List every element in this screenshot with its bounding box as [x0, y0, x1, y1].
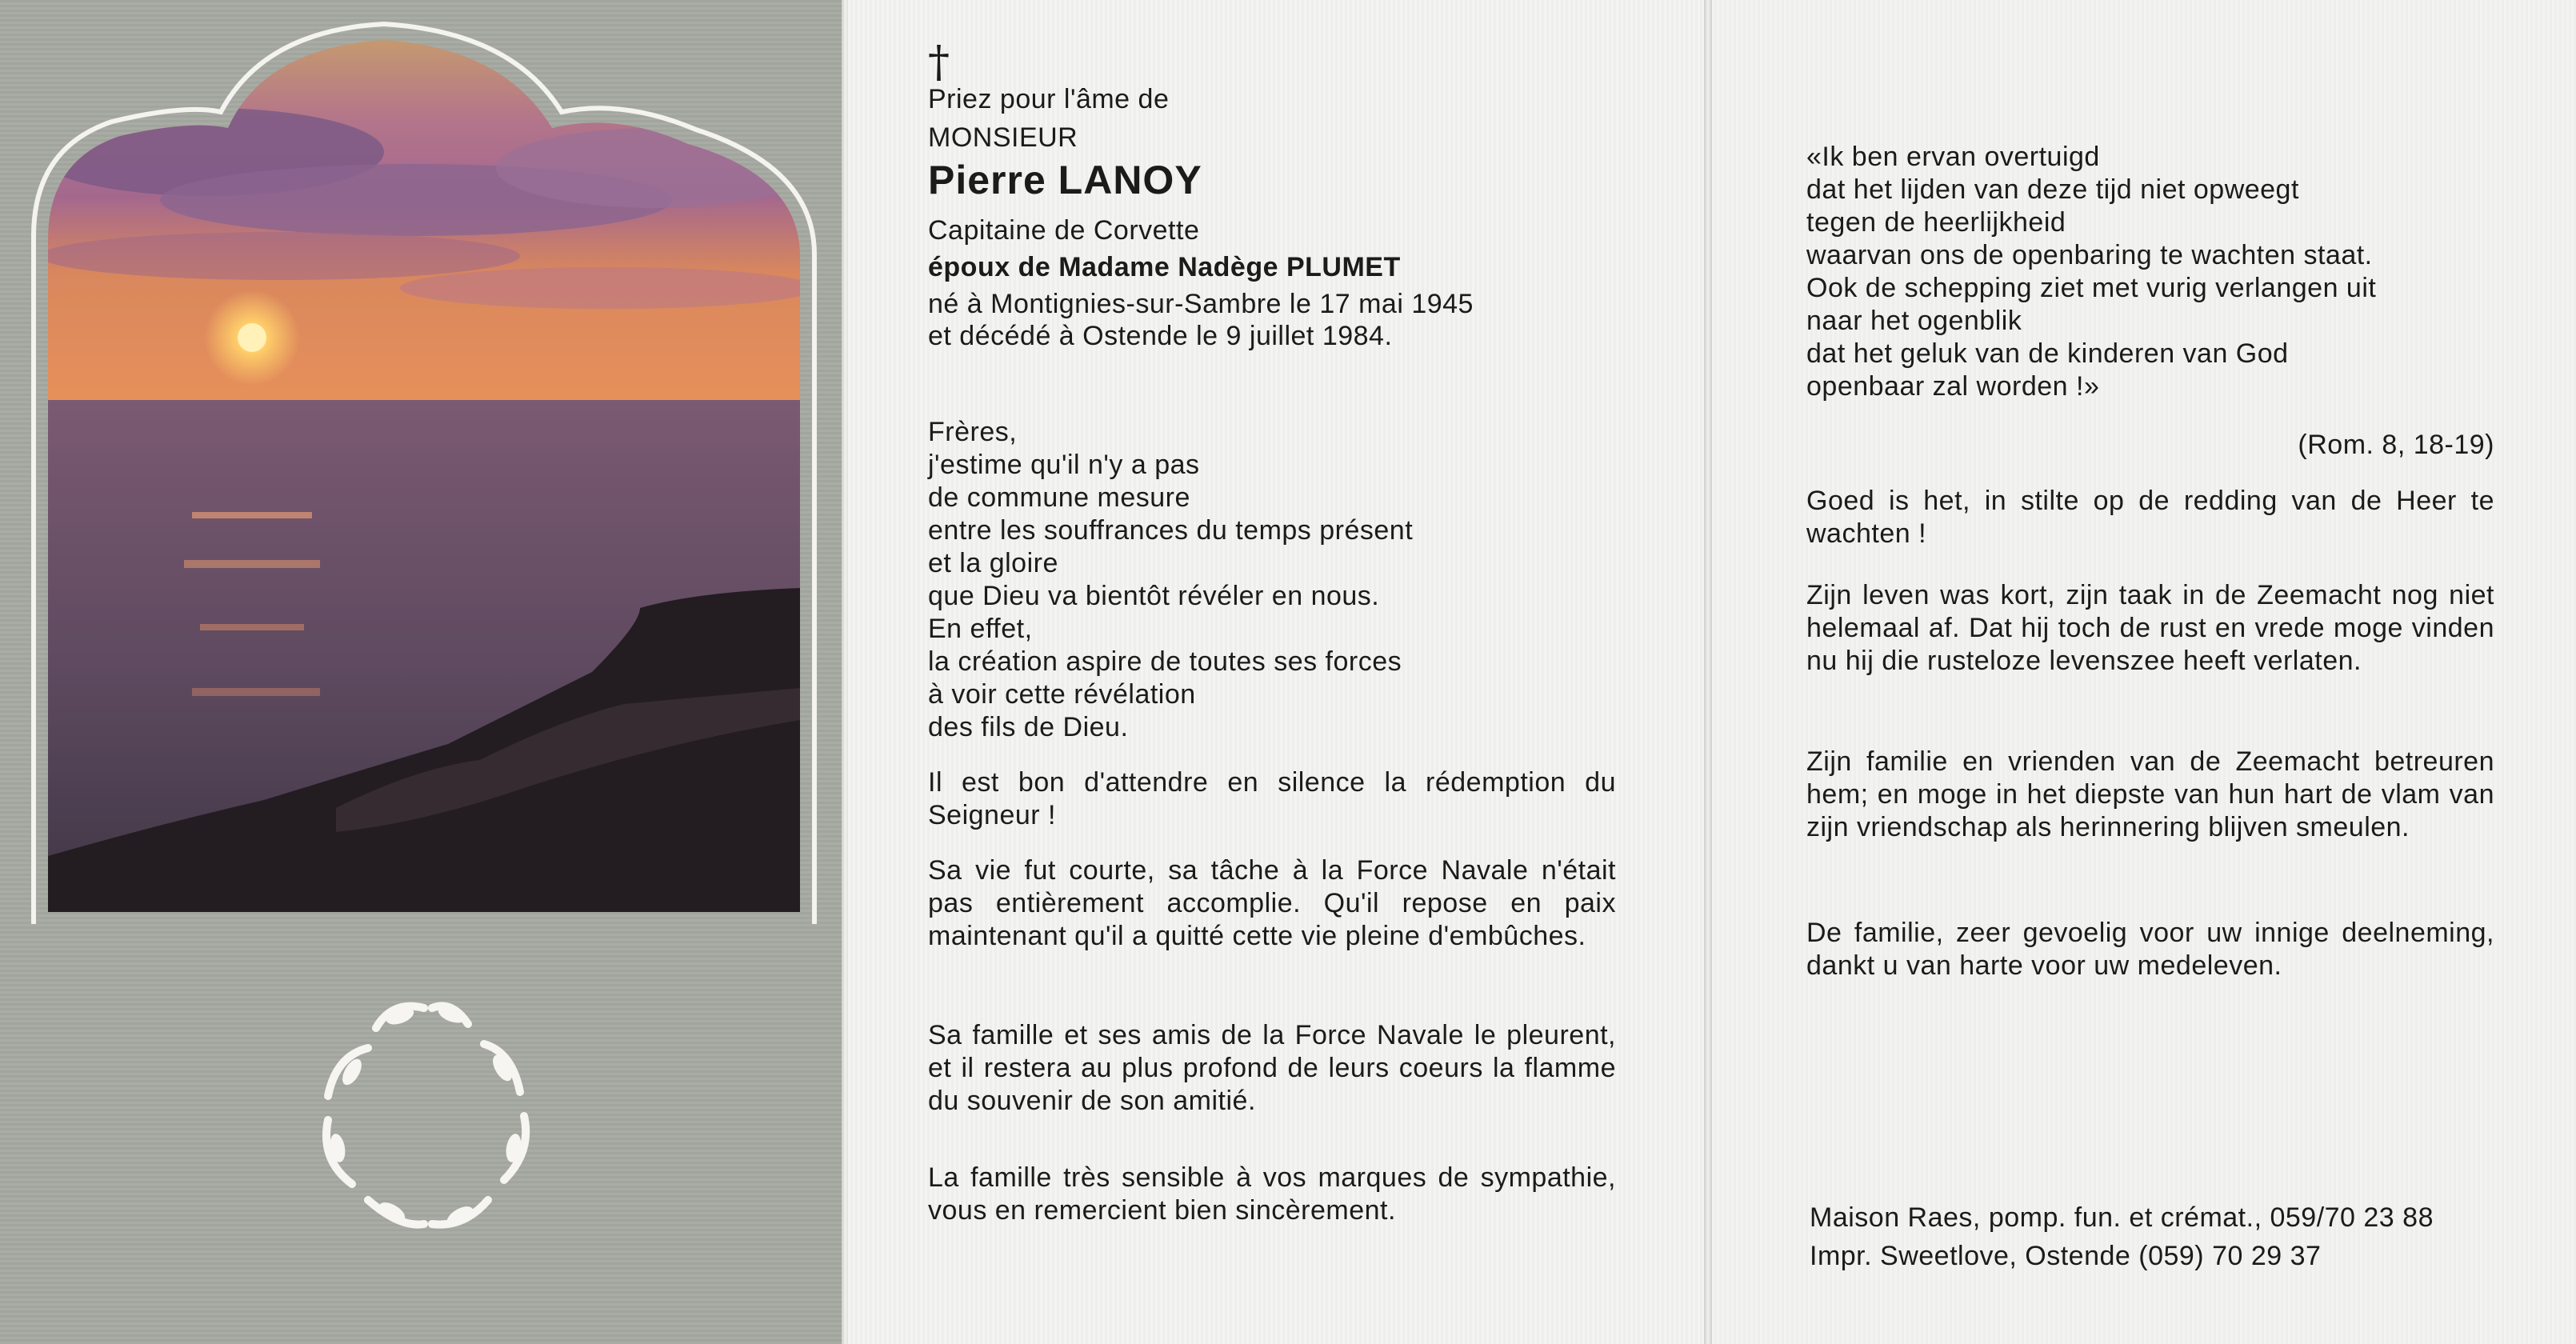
- verse-line: «Ik ben ervan overtuigd: [1806, 142, 2100, 172]
- prayer-heading: Priez pour l'âme de: [928, 84, 1170, 114]
- deceased-name: Pierre LANOY: [928, 158, 1202, 202]
- french-paragraph: La famille très sensible à vos marques de sympathie, vous en remercient bien sincèrement.: [928, 1162, 1616, 1226]
- cross-symbol: †: [928, 37, 950, 87]
- funeral-home-credit: Maison Raes, pomp. fun. et crémat., 059/70 23 88: [1810, 1202, 2434, 1233]
- card-fold: [1704, 0, 1712, 1344]
- verse-line: dat het lijden van deze tijd niet opweegt: [1806, 174, 2299, 205]
- french-verse: [928, 416, 1413, 744]
- dutch-paragraph: Zijn familie en vrienden van de Zeemacht betreuren hem; en moge in het diepste van hun hart de vlam van zijn vriendschap als herinnering blijven smeulen.: [1806, 746, 2494, 842]
- verse-line: des fils de Dieu.: [928, 712, 1129, 742]
- dutch-paragraph: Goed is het, in stilte op de redding van de Heer te wachten !: [1806, 486, 2494, 549]
- verse-line: naar het ogenblik: [1806, 306, 2022, 336]
- verse-line: la création aspire de toutes ses forces: [928, 646, 1402, 677]
- spouse-line: époux de Madame Nadège PLUMET: [928, 252, 1401, 282]
- rank-line: Capitaine de Corvette: [928, 215, 1200, 246]
- dutch-paragraph: Zijn leven was kort, zijn taak in de Zeemacht nog niet helemaal af. Dat hij toch de rust en vrede moge vinden nu hij die rusteloze levenszee heeft verlaten.: [1806, 580, 2494, 676]
- verse-line: En effet,: [928, 614, 1033, 644]
- card-cover-panel: [0, 0, 842, 1344]
- verse-line: Ook de schepping ziet met vurig verlangen uit: [1806, 273, 2377, 303]
- verse-line: de commune mesure: [928, 482, 1190, 513]
- verse-line: à voir cette révélation: [928, 679, 1196, 710]
- verse-line: entre les souffrances du temps présent: [928, 515, 1414, 546]
- printer-credit: Impr. Sweetlove, Ostende (059) 70 29 37: [1810, 1241, 2322, 1271]
- birth-line: né à Montignies-sur-Sambre le 17 mai 1945: [928, 289, 1474, 319]
- dutch-verse: [1806, 141, 2494, 403]
- verse-line: tegen de heerlijkheid: [1806, 207, 2066, 238]
- laurel-wreath-icon: [304, 984, 544, 1248]
- verse-line: que Dieu va bientôt révéler en nous.: [928, 581, 1380, 611]
- dutch-paragraph: De familie, zeer gevoelig voor uw innige deelneming, dankt u van harte voor uw medeleven.: [1806, 918, 2494, 981]
- sunset-sea-photo: [0, 0, 842, 944]
- verse-line: dat het geluk van de kinderen van God: [1806, 338, 2289, 369]
- verse-line: et la gloire: [928, 548, 1058, 578]
- verse-line: j'estime qu'il n'y a pas: [928, 450, 1200, 480]
- french-paragraph: Sa famille et ses amis de la Force Navale le pleurent, et il restera au plus profond de leurs coeurs la flamme du souvenir de son amitié.: [928, 1020, 1616, 1116]
- verse-line: openbaar zal worden !»: [1806, 371, 2100, 402]
- verse-line: waarvan ons de openbaring te wachten staat.: [1806, 240, 2373, 270]
- death-line: et décédé à Ostende le 9 juillet 1984.: [928, 321, 1393, 351]
- verse-reference: (Rom. 8, 18-19): [2298, 430, 2494, 460]
- french-paragraph: Il est bon d'attendre en silence la rédemption du Seigneur !: [928, 767, 1616, 830]
- title-monsieur: MONSIEUR: [928, 122, 1078, 153]
- verse-line: Frères,: [928, 417, 1018, 447]
- french-paragraph: Sa vie fut courte, sa tâche à la Force Navale n'était pas entièrement accomplie. Qu'il repose en paix maintenant qu'il a quitté cette vie pleine d'embûches.: [928, 855, 1616, 951]
